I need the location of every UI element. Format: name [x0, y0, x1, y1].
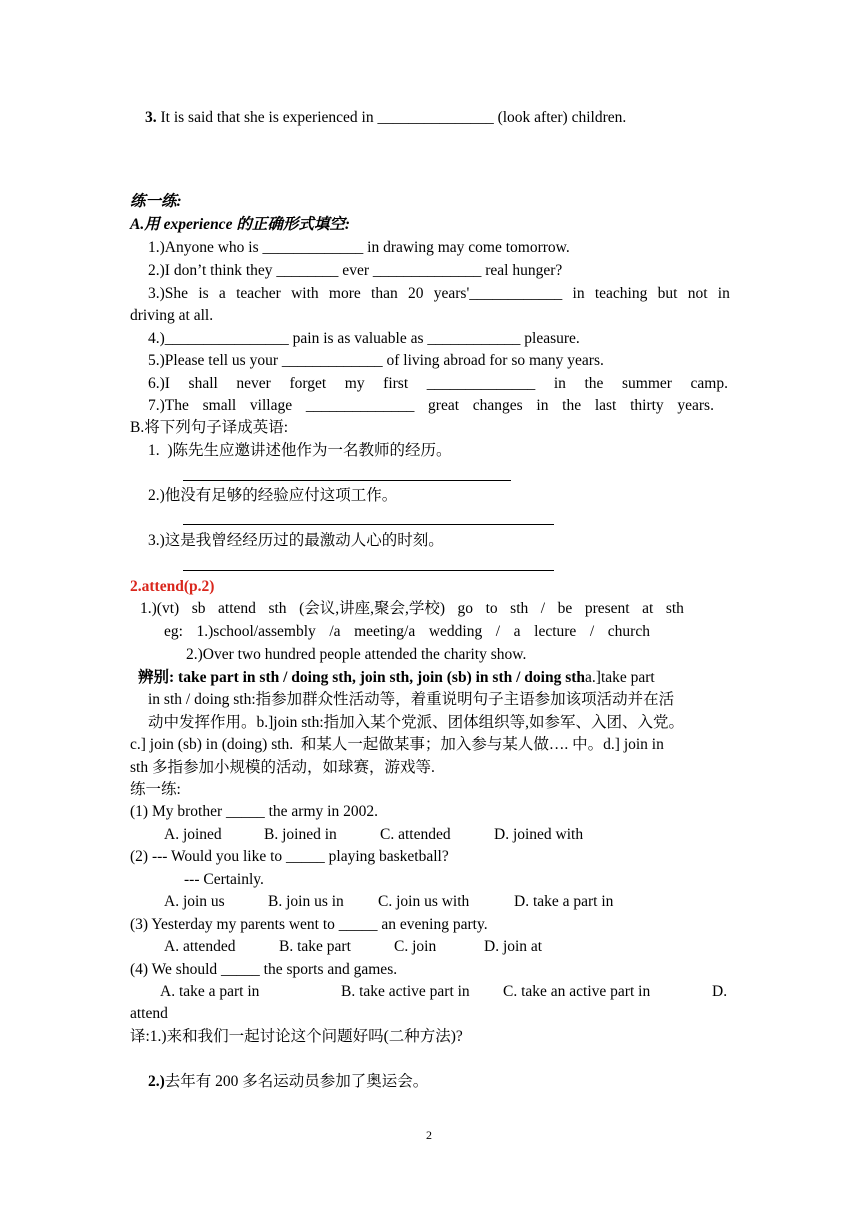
word: sth	[510, 600, 529, 617]
word: in	[536, 397, 549, 414]
word: to	[485, 600, 498, 617]
mc-q2-option-a: A. join us	[164, 893, 225, 910]
mc-q3-option-a: A. attended	[164, 938, 236, 955]
word: eg:	[164, 623, 183, 640]
practice-title: 练一练:	[130, 193, 182, 210]
section-a-title: A.用 experience 的正确形式填空:	[130, 216, 350, 233]
word: sth	[268, 600, 287, 617]
word: not	[687, 285, 708, 302]
word: shall	[188, 375, 218, 392]
exercise-a-4: 4.)________________ pain is as valuable as ____________ pleasure.	[148, 330, 580, 347]
bianxi-line-5: sth 多指参加小规模的活动，如球赛，游戏等.	[130, 759, 435, 776]
answer-line-3	[183, 570, 554, 571]
mc-q2-option-d: D. take a part in	[514, 893, 614, 910]
bianxi-line-4: c.] join (sb) in (doing) sth. 和某人一起做某事；加入参与某人做…. 中。d.] join in	[130, 736, 664, 753]
word: ______________	[305, 397, 415, 414]
mc-q4-option-c: C. take an active part in	[503, 983, 651, 1000]
translate-2-text: 去年有 200 多名运动员参加了奥运会。	[164, 1073, 429, 1090]
mc-q4-option-a: A. take a part in	[160, 983, 260, 1000]
word: changes	[472, 397, 523, 414]
word: with	[291, 285, 319, 302]
word: a	[218, 285, 226, 302]
word: village	[249, 397, 293, 414]
exercise-a-5: 5.)Please tell us your _____________ of living abroad for so many years.	[148, 352, 604, 369]
word: lecture	[534, 623, 577, 640]
page-number: 2	[426, 1128, 432, 1142]
attend-heading: 2.attend(p.2)	[130, 578, 215, 595]
word: sb	[191, 600, 206, 617]
word: first	[383, 375, 409, 392]
mc-question-4: (4) We should _____ the sports and games.	[130, 961, 398, 978]
answer-line-1	[183, 480, 511, 481]
word: (会议,讲座,聚会,学校)	[299, 600, 446, 617]
word: never	[236, 375, 271, 392]
word: wedding	[428, 623, 483, 640]
word: camp.	[690, 375, 728, 392]
word: go	[457, 600, 474, 617]
word: in	[572, 285, 585, 302]
translate-b-2: 2.)他没有足够的经验应付这项工作。	[148, 487, 398, 504]
word: small	[202, 397, 237, 414]
exercise-a-6	[148, 374, 728, 394]
mc-question-2-reply: --- Certainly.	[184, 871, 264, 888]
translate-b-3: 3.)这是我曾经经历过的最激动人心的时刻。	[148, 532, 444, 549]
attend-example-2: 2.)Over two hundred people attended the charity show.	[186, 646, 527, 663]
word: in	[553, 375, 566, 392]
word: is	[198, 285, 209, 302]
translate-2	[148, 1072, 428, 1092]
word: last	[594, 397, 617, 414]
attend-examples	[164, 622, 650, 642]
word: attend	[218, 600, 256, 617]
mc-q2-option-c: C. join us with	[378, 893, 470, 910]
word: years.	[677, 397, 714, 414]
word: teacher	[236, 285, 281, 302]
translate-b-1: 1. )陈先生应邀讲述他作为一名教师的经历。	[148, 442, 452, 459]
bianxi-line-3: 动中发挥作用。b.]join sth:指加入某个党派、团体组织等,如参军、入团、入党。	[148, 714, 685, 731]
translate-2-number: 2.)	[148, 1073, 165, 1090]
word: forget	[289, 375, 327, 392]
mc-q1-option-c: C. attended	[380, 826, 451, 843]
word: thirty	[630, 397, 664, 414]
word: 7.)The	[148, 397, 189, 414]
bianxi-label: 辨别: take part in sth / doing sth, join sth, join (sb) in sth / doing sth	[138, 669, 586, 686]
example-number: 3.	[145, 109, 157, 126]
word: teaching	[594, 285, 648, 302]
mc-question-1: (1) My brother _____ the army in 2002.	[130, 803, 378, 820]
bianxi-line-1	[138, 668, 655, 688]
word: meeting/a	[354, 623, 416, 640]
word: but	[657, 285, 678, 302]
mc-q4-option-d: D.	[712, 983, 728, 1000]
mc-q2-option-b: B. join us in	[268, 893, 344, 910]
practice-label-2: 练一练:	[130, 781, 181, 798]
word: great	[428, 397, 460, 414]
exercise-a-3	[148, 284, 730, 304]
word: a	[513, 623, 521, 640]
word: at	[642, 600, 654, 617]
mc-q1-option-a: A. joined	[164, 826, 222, 843]
word: years'____________	[433, 285, 563, 302]
word: /	[540, 600, 546, 617]
word: in	[717, 285, 730, 302]
word: my	[344, 375, 365, 392]
word: ______________	[426, 375, 536, 392]
mc-q3-option-b: B. take part	[279, 938, 351, 955]
example-text: It is said that she is experienced in _______________ (look after) children.	[156, 109, 627, 126]
exercise-a-3-continued: driving at all.	[130, 307, 214, 324]
word: the	[584, 375, 604, 392]
word: present	[584, 600, 630, 617]
mc-q3-option-c: C. join	[394, 938, 437, 955]
attend-definition	[140, 599, 684, 619]
word: sth	[665, 600, 684, 617]
word: /a	[329, 623, 341, 640]
word: /	[589, 623, 595, 640]
word: /	[495, 623, 501, 640]
word: summer	[622, 375, 672, 392]
mc-question-4-continued: attend	[130, 1005, 168, 1022]
mc-question-3: (3) Yesterday my parents went to _____ an evening party.	[130, 916, 488, 933]
word: than	[371, 285, 398, 302]
exercise-a-1: 1.)Anyone who is _____________ in drawing may come tomorrow.	[148, 239, 570, 256]
bianxi-a-tail: a.]take part	[585, 669, 655, 686]
bianxi-line-2: in sth / doing sth:指参加群众性活动等，着重说明句子主语参加该项活动并在活	[148, 691, 675, 708]
translate-1: 译:1.)来和我们一起讨论这个问题好吗(二种方法)?	[130, 1028, 463, 1045]
answer-line-2	[183, 524, 554, 525]
word: church	[607, 623, 650, 640]
mc-question-2: (2) --- Would you like to _____ playing basketball?	[130, 848, 449, 865]
exercise-a-7	[148, 396, 714, 416]
mc-q3-option-d: D. join at	[484, 938, 543, 955]
word: 20	[408, 285, 424, 302]
word: 6.)I	[148, 375, 170, 392]
mc-q4-option-b: B. take active part in	[341, 983, 470, 1000]
word: 1.)(vt)	[140, 600, 180, 617]
word: 3.)She	[148, 285, 189, 302]
section-b-title: B.将下列句子译成英语:	[130, 419, 289, 436]
mc-q1-option-d: D. joined with	[494, 826, 584, 843]
example-sentence-3	[145, 108, 626, 128]
word: more	[328, 285, 361, 302]
mc-q1-option-b: B. joined in	[264, 826, 337, 843]
word: 1.)school/assembly	[196, 623, 316, 640]
word: the	[562, 397, 582, 414]
exercise-a-2: 2.)I don’t think they ________ ever ______________ real hunger?	[148, 262, 563, 279]
word: be	[557, 600, 573, 617]
